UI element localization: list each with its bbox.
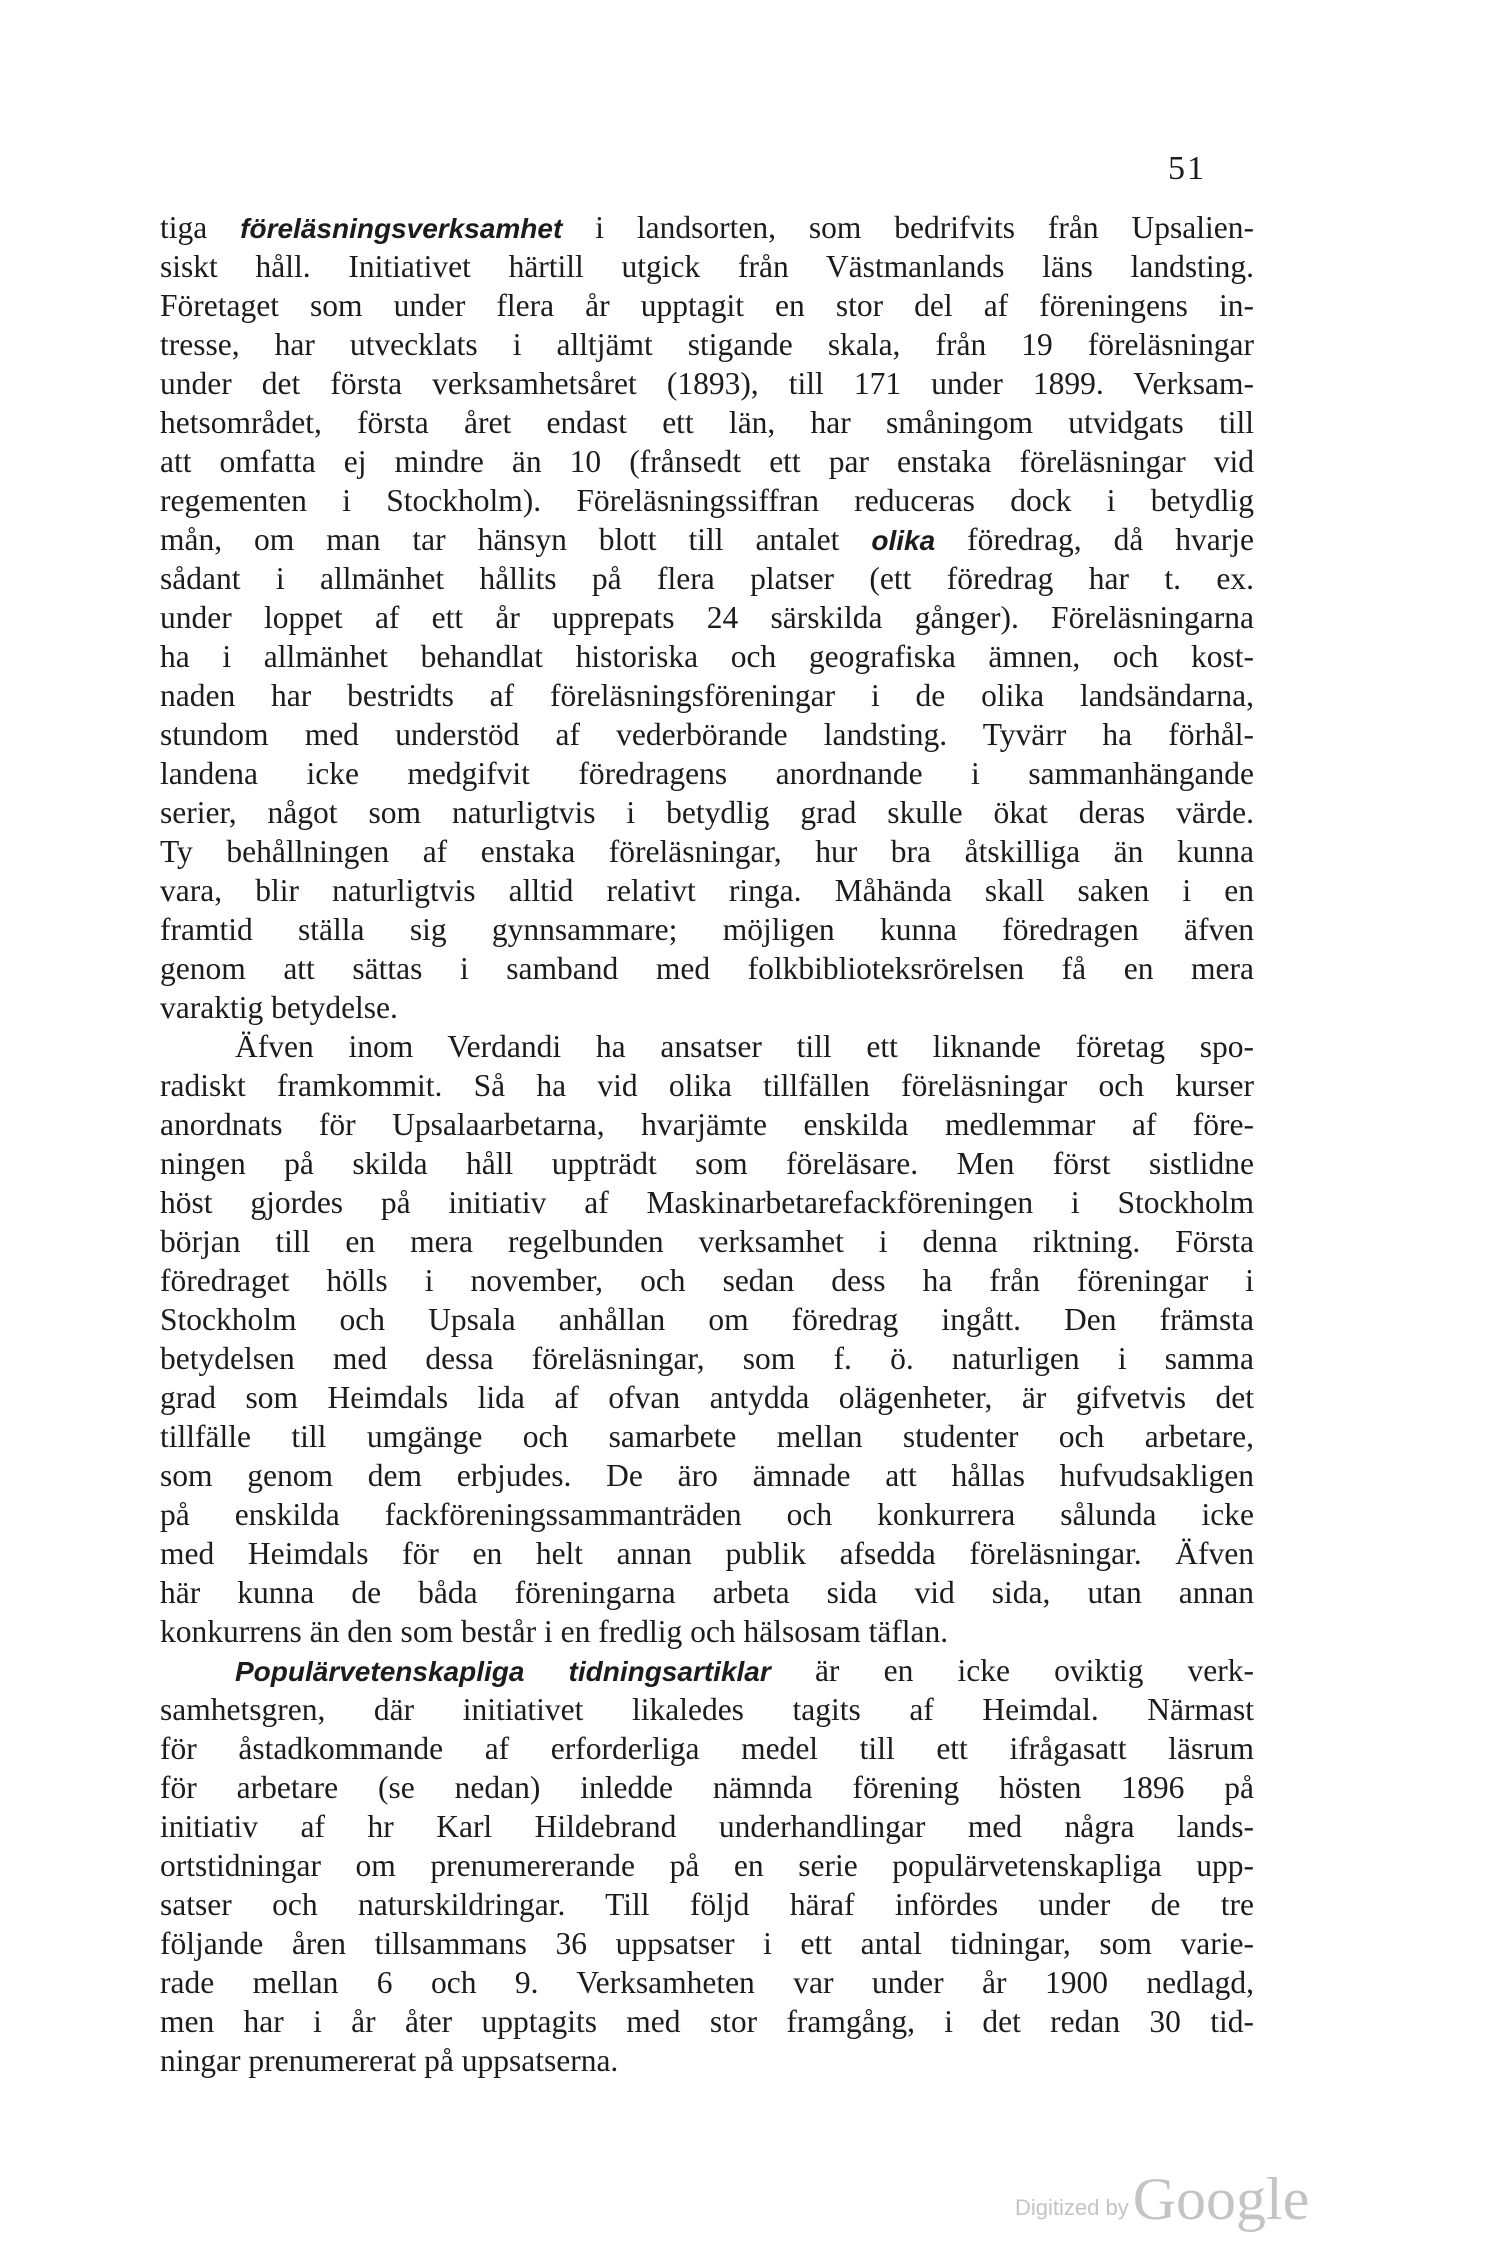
text-line [160, 1963, 1254, 2002]
text-line [160, 910, 1254, 949]
text-line [160, 949, 1254, 988]
text-line [160, 676, 1254, 715]
text-run: Ty behållningen af enstaka föreläsningar, hur bra åtskilliga än kunna [160, 834, 1254, 869]
text-line [160, 1027, 1254, 1066]
text-run: sådant i allmänhet hållits på flera platser (ett föredrag har t. ex. [160, 561, 1254, 596]
text-run: föredraget hölls i november, och sedan dess ha från föreningar i [160, 1263, 1254, 1298]
text-line [160, 1651, 1254, 1690]
text-line [160, 286, 1254, 325]
text-run: landena icke medgifvit föredragens anordnande i sammanhängande [160, 756, 1254, 791]
text-run: på enskilda fackföreningssammanträden och konkurrera sålunda icke [160, 1497, 1254, 1532]
text-run: hetsområdet, första året endast ett län, har småningom utvidgats till [160, 405, 1254, 440]
text-run: grad som Heimdals lida af ofvan antydda olägenheter, är gifvetvis det [160, 1380, 1254, 1415]
text-run: naden har bestridts af föreläsningsföreningar i de olika landsändarna, [160, 678, 1254, 713]
text-line [160, 1300, 1254, 1339]
text-line [160, 442, 1254, 481]
text-run: början till en mera regelbunden verksamhet i denna riktning. Första [160, 1224, 1254, 1259]
text-run: Äfven inom Verdandi ha ansatser till ett liknande företag spo- [235, 1029, 1254, 1064]
text-line [160, 1417, 1254, 1456]
text-run: serier, något som naturligtvis i betydlig grad skulle ökat deras värde. [160, 795, 1254, 830]
emphasized-text: olika [871, 525, 936, 556]
text-line [160, 1924, 1254, 1963]
text-run: för arbetare (se nedan) inledde nämnda förening hösten 1896 på [160, 1770, 1254, 1805]
text-run: konkurrens än den som består i en fredlig och hälsosam täflan. [160, 1614, 949, 1649]
text-run: regementen i Stockholm). Föreläsningssiffran reduceras dock i betydlig [160, 483, 1254, 518]
text-line [160, 1807, 1254, 1846]
text-line [160, 1768, 1254, 1807]
text-run: föredrag, då hvarje [935, 522, 1255, 557]
text-run: tillfälle till umgänge och samarbete mellan studenter och arbetare, [160, 1419, 1254, 1454]
text-line [160, 1105, 1254, 1144]
text-line [160, 598, 1254, 637]
text-line [160, 1846, 1254, 1885]
text-run: höst gjordes på initiativ af Maskinarbetarefackföreningen i Stockholm [160, 1185, 1254, 1220]
text-line [160, 715, 1254, 754]
text-line [160, 1495, 1254, 1534]
text-run: rade mellan 6 och 9. Verksamheten var under år 1900 nedlagd, [160, 1965, 1254, 2000]
text-run: betydelsen med dessa föreläsningar, som f. ö. naturligen i samma [160, 1341, 1254, 1376]
emphasized-text: föreläsningsverksamhet [240, 213, 563, 244]
text-run: med Heimdals för en helt annan publik afsedda föreläsningar. Äfven [160, 1536, 1254, 1571]
text-line [160, 1144, 1254, 1183]
text-line [160, 1378, 1254, 1417]
digitized-watermark [1015, 2165, 1309, 2234]
text-line [160, 1339, 1254, 1378]
page-number: 51 [1168, 150, 1206, 187]
text-run: ningar prenumererat på uppsatserna. [160, 2043, 619, 2078]
text-line [160, 1885, 1254, 1924]
text-run: framtid ställa sig gynnsammare; möjligen kunna föredragen äfven [160, 912, 1254, 947]
emphasized-text: Populärvetenskapliga tidningsartiklar [235, 1656, 771, 1687]
text-run: i landsorten, som bedrifvits från Upsalien- [562, 210, 1254, 245]
text-line [160, 364, 1254, 403]
text-line [160, 403, 1254, 442]
text-run: följande åren tillsammans 36 uppsatser i ett antal tidningar, som varie- [160, 1926, 1254, 1961]
text-run: under loppet af ett år upprepats 24 särskilda gånger). Föreläsningarna [160, 600, 1254, 635]
text-line [160, 637, 1254, 676]
text-run: siskt håll. Initiativet härtill utgick från Västmanlands läns landsting. [160, 249, 1254, 284]
text-line [160, 325, 1254, 364]
text-run: anordnats för Upsalaarbetarna, hvarjämte enskilda medlemmar af före- [160, 1107, 1254, 1142]
text-line [160, 1690, 1254, 1729]
text-run: för åstadkommande af erforderliga medel till ett ifrågasatt läsrum [160, 1731, 1254, 1766]
text-run: Stockholm och Upsala anhållan om föredrag ingått. Den främsta [160, 1302, 1254, 1337]
text-line [160, 754, 1254, 793]
text-line [160, 988, 1254, 1027]
text-run: ningen på skilda håll uppträdt som föreläsare. Men först sistlidne [160, 1146, 1254, 1181]
text-run: radiskt framkommit. Så ha vid olika tillfällen föreläsningar och kurser [160, 1068, 1254, 1103]
text-run: ha i allmänhet behandlat historiska och geografiska ämnen, och kost- [160, 639, 1254, 674]
text-run: genom att sättas i samband med folkbiblioteksrörelsen få en mera [160, 951, 1254, 986]
text-run: att omfatta ej mindre än 10 (frånsedt ett par enstaka föreläsningar vid [160, 444, 1254, 479]
text-line [160, 1612, 1254, 1651]
text-run: här kunna de båda föreningarna arbeta sida vid sida, utan annan [160, 1575, 1254, 1610]
text-line [160, 1066, 1254, 1105]
text-line [160, 1573, 1254, 1612]
text-run: tresse, har utvecklats i alltjämt stigande skala, från 19 föreläsningar [160, 327, 1254, 362]
text-run: mån, om man tar hänsyn blott till antalet [160, 522, 872, 557]
text-line [160, 2041, 1254, 2080]
text-run: samhetsgren, där initiativet likaledes tagits af Heimdal. Närmast [160, 1692, 1254, 1727]
text-line [160, 481, 1254, 520]
text-line [160, 247, 1254, 286]
text-line [160, 832, 1254, 871]
text-line [160, 559, 1254, 598]
watermark-prefix: Digitized by [1015, 2195, 1129, 2220]
text-run: initiativ af hr Karl Hildebrand underhandlingar med några lands- [160, 1809, 1254, 1844]
text-line [160, 208, 1254, 247]
text-run: stundom med understöd af vederbörande landsting. Tyvärr ha förhål- [160, 717, 1254, 752]
text-line [160, 1222, 1254, 1261]
text-line [160, 1261, 1254, 1300]
text-line [160, 1534, 1254, 1573]
text-run: ortstidningar om prenumererande på en serie populärvetenskapliga upp- [160, 1848, 1254, 1883]
text-run: varaktig betydelse. [160, 990, 398, 1025]
text-run: Företaget som under flera år upptagit en stor del af föreningens in- [160, 288, 1254, 323]
text-run: är en icke oviktig verk- [770, 1653, 1254, 1688]
text-run: som genom dem erbjudes. De äro ämnade att hållas hufvudsakligen [160, 1458, 1254, 1493]
text-line [160, 871, 1254, 910]
text-run: satser och naturskildringar. Till följd häraf infördes under de tre [160, 1887, 1254, 1922]
text-run: under det första verksamhetsåret (1893), till 171 under 1899. Verksam- [160, 366, 1254, 401]
text-line [160, 793, 1254, 832]
text-run: men har i år åter upptagits med stor framgång, i det redan 30 tid- [160, 2004, 1254, 2039]
google-logo: Google [1132, 2166, 1310, 2232]
text-run: vara, blir naturligtvis alltid relativt ringa. Måhända skall saken i en [160, 873, 1254, 908]
text-line [160, 520, 1254, 559]
body-text [160, 208, 1254, 2080]
text-line [160, 1729, 1254, 1768]
text-line [160, 1456, 1254, 1495]
text-line [160, 2002, 1254, 2041]
text-run: tiga [160, 210, 241, 245]
text-line [160, 1183, 1254, 1222]
